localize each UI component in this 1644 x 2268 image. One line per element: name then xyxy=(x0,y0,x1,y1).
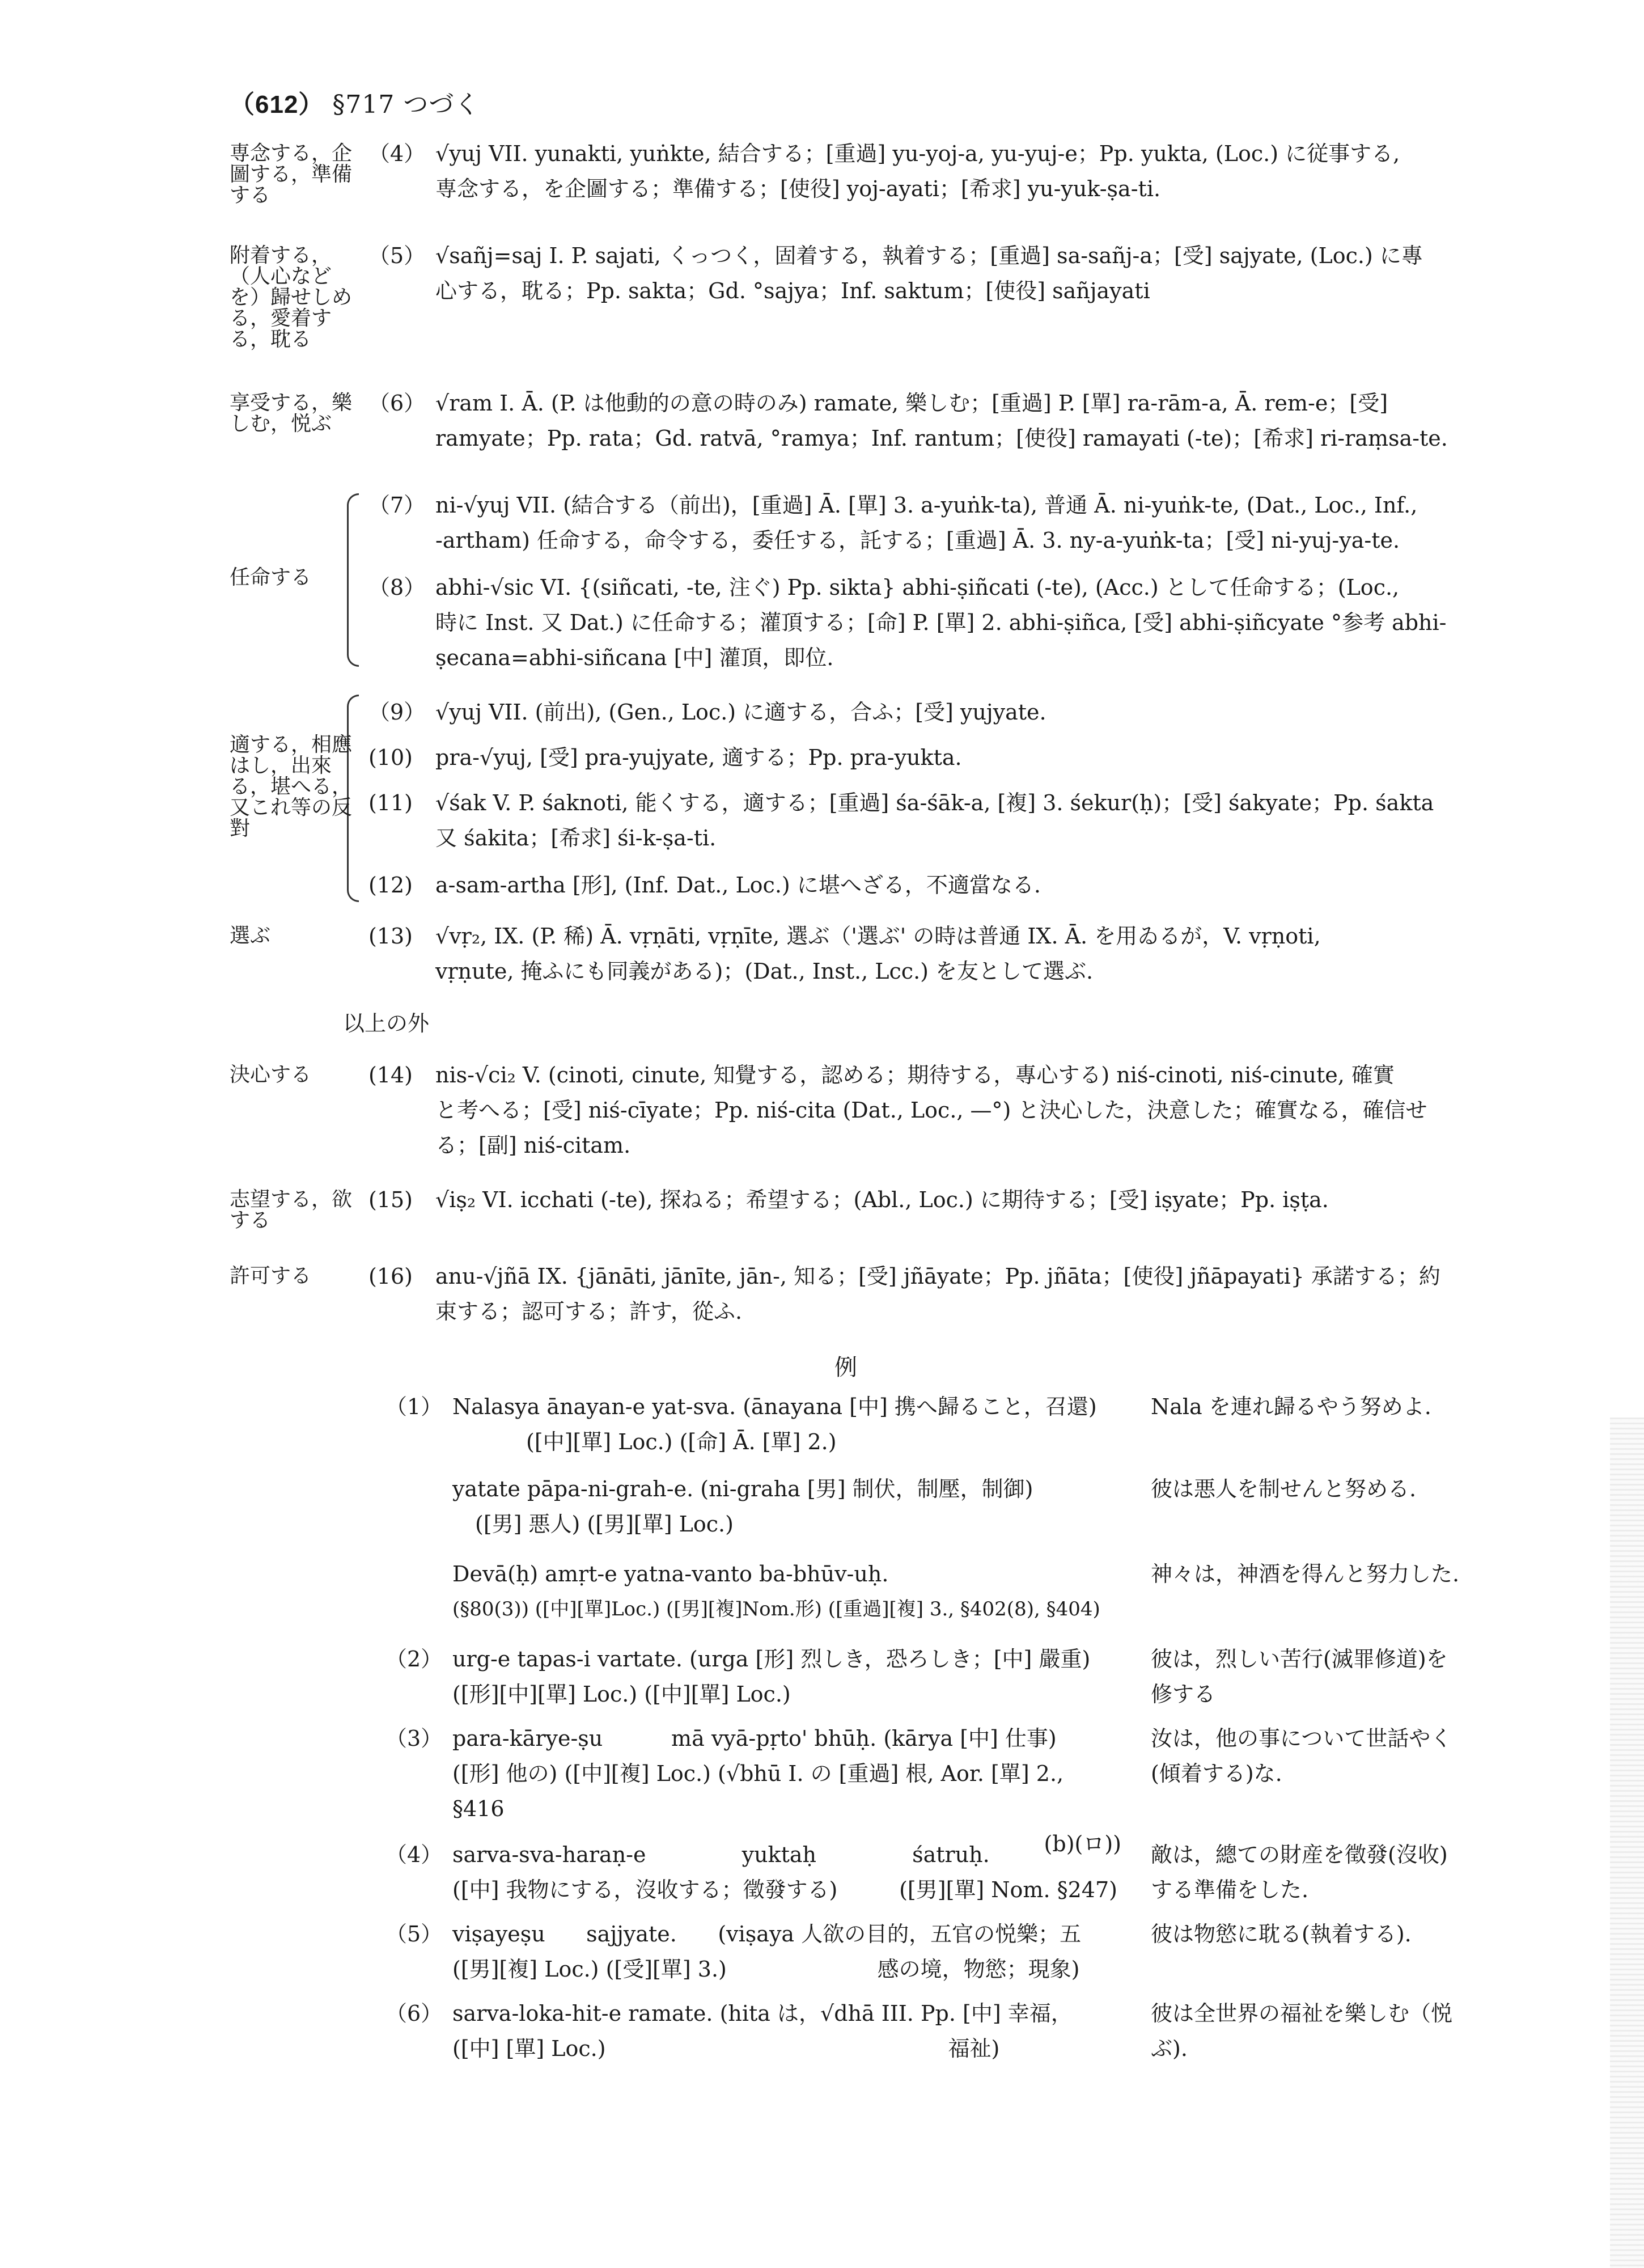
example-translation xyxy=(1151,1837,1485,1907)
entry-line: √ram I. Ā. (P. は他動的の意の時のみ) ramate, 樂しむ；[重過] P. [單] ra-rām-a, Ā. rem-e；[受] xyxy=(435,391,1388,416)
entry-gloss: 専念する，企圖する，準備する xyxy=(230,142,353,207)
entry-line: pra-√yuj, [受] pra-yujyate, 適する；Pp. pra-yukta. xyxy=(435,745,962,770)
entry-number: (12) xyxy=(368,873,413,898)
entry-line: 専念する，を企圖する；準備する；[使役] yoj-ayati；[希求] yu-yuk-ṣa-ti. xyxy=(435,176,1161,201)
example-translation xyxy=(1151,1641,1485,1712)
entry-line: √iṣ₂ VI. icchati (-te), 探ねる；希望する；(Abl., Loc.) に期待する；[受] iṣyate；Pp. iṣṭa. xyxy=(435,1187,1329,1212)
example-sanskrit xyxy=(452,1556,1121,1627)
entry-gloss: 附着する，（人心などを）歸せしめる，愛着する，耽る xyxy=(230,244,353,351)
entry-line: ni-√yuj VII. (結合する（前出)，[重過] Ā. [單] 3. a-yuṅk-ta), 普通 Ā. ni-yuṅk-te, (Dat., Loc., Inf., xyxy=(435,493,1418,518)
example-line: viṣayeṣu sajjyate. (viṣaya 人欲の目的，五官の悦樂；五 xyxy=(452,1922,1082,1947)
entry-line: と考へる；[受] niś-cīyate；Pp. niś-cita (Dat., Loc., —°) と決心した，決意した；確實なる，確信せ xyxy=(435,1098,1427,1123)
entry-line: ṣecana=abhi-siñcana [中] 灌頂，即位. xyxy=(435,645,834,670)
entry-line: 心する，耽る；Pp. sakta；Gd. °sajya；Inf. saktum；[使役] sañjayati xyxy=(435,278,1150,303)
example-line: ([男] 悪人) ([男][單] Loc.) xyxy=(475,1512,734,1537)
entry-gloss: 決心する xyxy=(230,1063,312,1086)
entry-number: （5） xyxy=(368,243,426,268)
example-sanskrit xyxy=(452,1471,1121,1542)
example-sanskrit xyxy=(452,1389,1121,1459)
example-line: (傾着する)な. xyxy=(1151,1761,1282,1786)
example-translation xyxy=(1151,1721,1485,1791)
entry-number: （9） xyxy=(368,700,426,725)
example-translation xyxy=(1151,1916,1485,1952)
example-number: （4） xyxy=(385,1842,443,1867)
entry-body xyxy=(435,1182,1484,1217)
entry-line: 又 śakita；[希求] śi-k-ṣa-ti. xyxy=(435,826,717,850)
example-translation xyxy=(1151,1471,1485,1507)
entry-gloss: 任命する xyxy=(230,566,312,589)
example-sanskrit xyxy=(452,1996,1121,2066)
entry-body xyxy=(435,488,1484,558)
entry-gloss: 享受する，樂しむ，悦ぶ xyxy=(230,391,353,435)
entry-line: る；[副] niś-citam. xyxy=(435,1133,631,1158)
entry-number: (14) xyxy=(368,1063,413,1088)
example-number: （3） xyxy=(385,1726,443,1751)
example-line: 汝は，他の事について世話やく xyxy=(1151,1726,1452,1751)
example-number: （6） xyxy=(385,2001,443,2026)
entry-body xyxy=(435,1057,1484,1163)
entry-line: a-sam-artha [形], (Inf. Dat., Loc.) に堪へざる，不適當なる. xyxy=(435,873,1041,898)
entry-gloss: 適する，相應はし，出來る，堪へる，又これ等の反對 xyxy=(230,733,353,840)
entry-line: 束する；認可する；許す，從ふ. xyxy=(435,1299,743,1324)
entry-body xyxy=(435,740,1484,775)
entry-number: （6） xyxy=(368,391,426,416)
entry-number: (16) xyxy=(368,1264,413,1289)
entry-body xyxy=(435,386,1484,456)
entry-line: nis-√ci₂ V. (cinoti, cinute, 知覺する，認める；期待する，專心する) niś-cinoti, niś-cinute, 確實 xyxy=(435,1063,1395,1088)
example-line: para-kārye-ṣu mā vyā-pṛto' bhūḥ. (kārya [中] 仕事) xyxy=(452,1726,1057,1751)
entry-number: (10) xyxy=(368,745,413,770)
page-header xyxy=(230,84,480,120)
entry-line: ramyate；Pp. rata；Gd. ratvā, °ramya；Inf. rantum；[使役] ramayati (-te)；[希求] ri-raṃsa-te. xyxy=(435,426,1448,451)
example-translation xyxy=(1151,1556,1485,1592)
entry-line: √vṛ₂, IX. (P. 稀) Ā. vṛṇāti, vṛṇīte, 選ぶ（'選ぶ' の時は普通 IX. Ā. を用ゐるが，V. vṛṇoti, xyxy=(435,924,1321,949)
example-number: （5） xyxy=(385,1922,443,1947)
entry-body xyxy=(435,1259,1484,1329)
example-line: ([中][單] Loc.) ([命] Ā. [單] 2.) xyxy=(526,1429,837,1454)
example-line: sarva-loka-hit-e ramate. (hita は，√dhā III. Pp. [中] 幸福， xyxy=(452,2001,1073,2026)
entry-line: √śak V. P. śaknoti, 能くする，適する；[重過] śa-śāk-a, [複] 3. śekur(ḥ)；[受] śakyate；Pp. śakta xyxy=(435,790,1434,815)
entry-line: -artham) 任命する，命令する，委任する，託する；[重過] Ā. 3. ny-a-yuṅk-ta；[受] ni-yuj-ya-te. xyxy=(435,528,1400,553)
entry-line: anu-√jñā IX. {jānāti, jānīte, jān-, 知る；[受] jñāyate；Pp. jñāta；[使役] jñāpayati} 承諾する；約 xyxy=(435,1264,1440,1289)
example-line: yatate pāpa-ni-grah-e. (ni-graha [男] 制伏，制壓，制御) xyxy=(452,1476,1033,1501)
entry-gloss: 志望する，欲する xyxy=(230,1188,353,1232)
example-line: 彼は物慾に耽る(執着する). xyxy=(1151,1922,1412,1947)
entry-number: （7） xyxy=(368,493,426,518)
example-line: (b)(ロ)) xyxy=(1044,1831,1121,1856)
entry-body xyxy=(435,919,1484,989)
example-line: 修する xyxy=(1151,1682,1216,1707)
example-translation xyxy=(1151,1996,1485,2066)
example-line: Nalasya ānayan-e yat-sva. (ānayana [中] 携へ歸ること，召還) xyxy=(452,1394,1097,1419)
example-line: 彼は全世界の福祉を樂しむ（悦 xyxy=(1151,2001,1453,2026)
entry-gloss: 許可する xyxy=(230,1264,312,1288)
page-number: （612） xyxy=(230,91,324,119)
entry-line: abhi-√sic VI. {(siñcati, -te, 注ぐ) Pp. sikta} abhi-ṣiñcati (-te), (Acc.) として任命する；(Loc., xyxy=(435,575,1400,600)
entry-body xyxy=(435,695,1484,730)
entry-body xyxy=(435,238,1484,308)
example-line: ([中] [單] Loc.) 福祉) xyxy=(452,2036,1000,2061)
scan-edge-shadow xyxy=(1610,1417,1644,2268)
examples-heading: 例 xyxy=(834,1355,857,1381)
entry-line: vṛṇute, 掩ふにも同義がある)；(Dat., Inst., Lcc.) を友として選ぶ. xyxy=(435,959,1094,984)
example-sanskrit xyxy=(452,1916,1121,1987)
example-sanskrit xyxy=(452,1641,1121,1712)
example-line: ぶ). xyxy=(1151,2036,1188,2061)
section-label: §717 つづく xyxy=(332,90,480,119)
entry-line: √yuj VII. yunakti, yuṅkte, 結合する；[重過] yu-yoj-a, yu-yuj-e；Pp. yukta, (Loc.) に従事する, xyxy=(435,141,1400,166)
example-line: Nala を連れ歸るやう努めよ. xyxy=(1151,1394,1431,1419)
example-number: （2） xyxy=(385,1647,443,1672)
example-line: Devā(ḥ) amṛt-e yatna-vanto ba-bhūv-uḥ. xyxy=(452,1562,889,1586)
example-line: 神々は，神酒を得んと努力した. xyxy=(1151,1562,1460,1586)
example-line: 敵は，總ての財産を徵發(沒收) xyxy=(1151,1842,1448,1867)
entry-number: （8） xyxy=(368,575,426,600)
entry-number: (15) xyxy=(368,1187,413,1212)
entry-number: (11) xyxy=(368,790,413,815)
example-sanskrit xyxy=(452,1837,1121,1907)
example-line: urg-e tapas-i vartate. (urga [形] 烈しき，恐ろしき；[中] 嚴重) xyxy=(452,1647,1091,1672)
example-line: する準備をした. xyxy=(1151,1877,1309,1902)
example-line: ([形] 他の) ([中][複] Loc.) (√bhū I. の [重過] 根, Aor. [單] 2., §416 xyxy=(452,1761,1064,1821)
example-translation xyxy=(1151,1389,1485,1424)
entry-line: √sañj=saj I. P. sajati, くっつく，固着する，執着する；[重過] sa-sañj-a；[受] sajyate, (Loc.) に專 xyxy=(435,243,1423,268)
example-line: sarva-sva-haraṇ-e yuktaḥ śatruḥ. xyxy=(452,1842,990,1867)
entry-body xyxy=(435,570,1484,675)
entry-body xyxy=(435,136,1484,206)
example-line: ([中] 我物にする，沒收する；徵發する) ([男][單] Nom. §247) xyxy=(452,1877,1117,1902)
entry-line: 時に Inst. 又 Dat.) に任命する；灌頂する；[命] P. [單] 2. abhi-ṣiñca, [受] abhi-ṣiñcyate °参考 abhi- xyxy=(435,610,1447,635)
example-line: ([形][中][單] Loc.) ([中][單] Loc.) xyxy=(452,1682,791,1707)
entry-number: （4） xyxy=(368,141,426,166)
entry-body xyxy=(435,868,1484,903)
example-line: 彼は悪人を制せんと努める. xyxy=(1151,1476,1417,1501)
example-line: 彼は，烈しい苦行(滅罪修道)を xyxy=(1151,1647,1448,1672)
entry-gloss: 選ぶ xyxy=(230,924,271,947)
example-number: （1） xyxy=(385,1394,443,1419)
entry-number: (13) xyxy=(368,924,413,949)
entry-body xyxy=(435,785,1484,856)
entry-line: √yuj VII. (前出), (Gen., Loc.) に適する，合ふ；[受] yujyate. xyxy=(435,700,1046,725)
example-line: (§80(3)) ([中][單]Loc.) ([男][複]Nom.形) ([重過][複] 3., §402(8), §404) xyxy=(452,1598,1100,1620)
example-line: ([男][複] Loc.) ([受][單] 3.) 感の境，物慾；現象) xyxy=(452,1957,1080,1982)
section-note-text: 以上の外 xyxy=(343,1011,430,1036)
